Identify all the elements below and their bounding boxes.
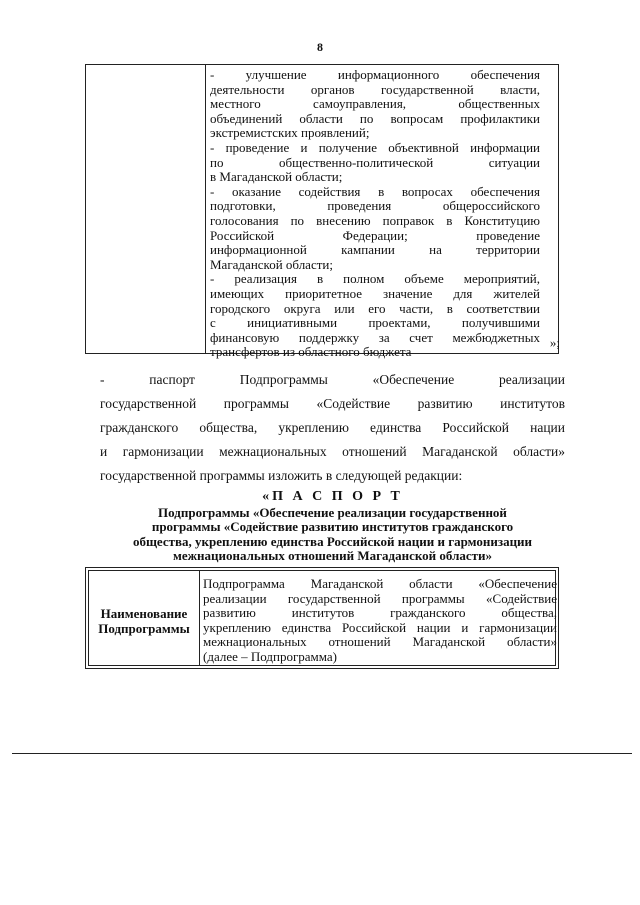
- row-label-line: Наименование: [100, 606, 188, 621]
- table-line: голосования по внесению поправок в Конституцию: [210, 212, 540, 228]
- table-line: Магаданской области;: [210, 256, 333, 272]
- description-line: межнациональных отношений Магаданской области»: [203, 634, 557, 650]
- table-line: в Магаданской области;: [210, 169, 343, 185]
- paragraph-line: - паспорт Подпрограммы «Обеспечение реализации: [100, 372, 565, 387]
- passport-subtitle-line: общества, укреплению единства Российской нации и гармонизации: [132, 533, 533, 549]
- paragraph-line: государственной программы изложить в следующей редакции:: [100, 468, 463, 483]
- passport-table: [85, 567, 559, 669]
- table-line: местного самоуправления, общественных: [210, 96, 540, 112]
- passport-subtitle-line: программы «Содействие развитию институтов гражданского: [151, 519, 514, 534]
- table-column-divider: [205, 65, 206, 353]
- table-column-divider: [199, 571, 200, 665]
- top-table-content: [210, 68, 540, 360]
- row-label-line: Подпрограммы: [98, 620, 190, 636]
- passport-subtitle-line: межнациональных отношений Магаданской области»: [172, 548, 493, 563]
- description-line: реализации государственной программы «Содействие: [203, 590, 557, 606]
- body-paragraph: [100, 368, 565, 488]
- paragraph-line: гражданского общества, укреплению единства Российской нации: [100, 420, 565, 435]
- table-line: финансовую поддержку за счет межбюджетных: [210, 329, 540, 345]
- table-line: городского округа или его части, в соответствии: [210, 300, 540, 316]
- table-line: деятельности органов государственной власти,: [210, 81, 540, 97]
- passport-heading: [100, 490, 565, 564]
- table-line: подготовки, проведения общероссийского: [210, 198, 540, 214]
- description-line: Подпрограмма Магаданской области «Обеспечение: [203, 576, 557, 591]
- passport-title: «П А С П О Р Т: [262, 489, 403, 504]
- table-line: - проведение и получение объективной информации: [210, 139, 540, 155]
- footer-divider-line: [12, 753, 632, 754]
- row-description: [203, 577, 557, 665]
- table-line: трансфертов из областного бюджета: [210, 344, 412, 360]
- table-line: имеющих приоритетное значение для жителей: [210, 285, 540, 301]
- table-line: - реализация в полном объеме мероприятий,: [210, 271, 540, 287]
- top-table: [85, 64, 560, 360]
- table-line: объединений области по вопросам профилактики: [210, 110, 540, 126]
- table-line: экстремистских проявлений;: [210, 125, 370, 141]
- table-line: - оказание содействия в вопросах обеспечения: [210, 183, 540, 199]
- table-line: - улучшение информационного обеспечения: [210, 67, 540, 82]
- passport-subtitle-line: Подпрограммы «Обеспечение реализации государственной: [158, 504, 507, 520]
- table-line: информационной кампании на территории: [210, 242, 540, 258]
- description-line: (далее – Подпрограмма): [203, 648, 338, 664]
- description-line: развитию институтов гражданского общества,: [203, 605, 557, 621]
- closing-quote: »;: [549, 335, 560, 350]
- paragraph-line: государственной программы «Содействие развитию институтов: [100, 396, 565, 411]
- row-label: [89, 607, 199, 636]
- paragraph-line: и гармонизации межнациональных отношений Магаданской области»: [100, 444, 565, 459]
- page-number: 8: [317, 40, 323, 54]
- description-line: укреплению единства Российской нации и гармонизации: [203, 619, 557, 635]
- table-line: Российской Федерации; проведение: [210, 227, 540, 243]
- table-inner-border: [88, 570, 556, 666]
- table-line: с инициативными проектами, получившими: [210, 315, 540, 331]
- table-line: по общественно-политической ситуации: [210, 154, 540, 170]
